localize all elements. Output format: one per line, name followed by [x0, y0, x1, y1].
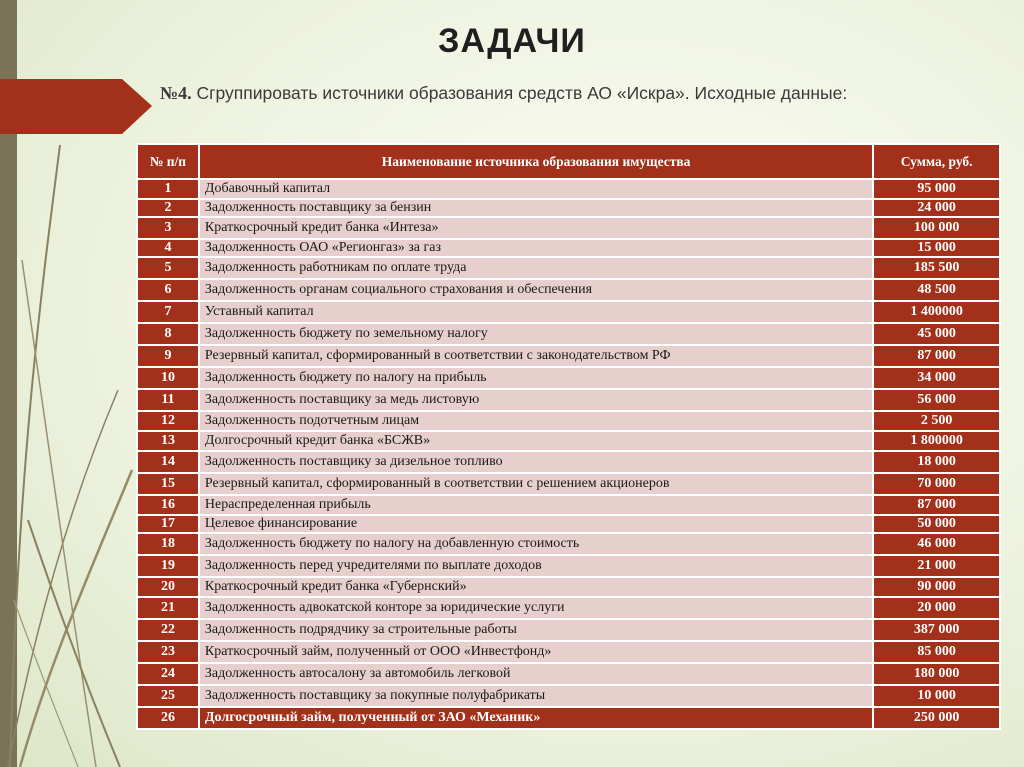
- row-name: Задолженность адвокатской конторе за юридические услуги: [199, 597, 873, 619]
- row-name: Резервный капитал, сформированный в соответствии с решением акционеров: [199, 473, 873, 495]
- row-number: 2: [137, 199, 199, 217]
- row-name: Задолженность поставщику за дизельное топливо: [199, 451, 873, 473]
- row-name: Задолженность бюджету по налогу на прибыль: [199, 367, 873, 389]
- table-row: [137, 217, 1000, 239]
- row-sum: 1 400000: [873, 301, 1000, 323]
- row-name: Задолженность перед учредителями по выплате доходов: [199, 555, 873, 577]
- table-row: [137, 367, 1000, 389]
- row-name: Добавочный капитал: [199, 179, 873, 199]
- row-number: 22: [137, 619, 199, 641]
- row-sum: 185 500: [873, 257, 1000, 279]
- row-number: 21: [137, 597, 199, 619]
- row-sum: 45 000: [873, 323, 1000, 345]
- row-sum: 46 000: [873, 533, 1000, 555]
- task-description: [160, 82, 940, 104]
- table-row: [137, 707, 1000, 729]
- row-sum: 180 000: [873, 663, 1000, 685]
- table-row: [137, 199, 1000, 217]
- task-number: №4.: [160, 83, 192, 103]
- row-number: 3: [137, 217, 199, 239]
- table-row: [137, 451, 1000, 473]
- row-sum: 18 000: [873, 451, 1000, 473]
- table-row: [137, 577, 1000, 597]
- row-name: Нераспределенная прибыль: [199, 495, 873, 515]
- row-name: Задолженность бюджету по земельному налогу: [199, 323, 873, 345]
- table-row: [137, 685, 1000, 707]
- row-name: Уставный капитал: [199, 301, 873, 323]
- row-sum: 250 000: [873, 707, 1000, 729]
- row-sum: 85 000: [873, 641, 1000, 663]
- row-number: 18: [137, 533, 199, 555]
- row-name: Долгосрочный займ, полученный от ЗАО «Механик»: [199, 707, 873, 729]
- row-number: 1: [137, 179, 199, 199]
- header-sum: Сумма, руб.: [873, 144, 1000, 179]
- row-name: Задолженность подотчетным лицам: [199, 411, 873, 431]
- row-number: 6: [137, 279, 199, 301]
- row-sum: 24 000: [873, 199, 1000, 217]
- row-name: Задолженность органам социального страхования и обеспечения: [199, 279, 873, 301]
- table-row: [137, 257, 1000, 279]
- row-number: 13: [137, 431, 199, 451]
- table-row: [137, 641, 1000, 663]
- table-row: [137, 515, 1000, 533]
- row-name: Задолженность бюджету по налогу на добавленную стоимость: [199, 533, 873, 555]
- table-row: [137, 411, 1000, 431]
- row-sum: 48 500: [873, 279, 1000, 301]
- task-text: Сгруппировать источники образования средств АО «Искра». Исходные данные:: [191, 83, 848, 103]
- table-row: [137, 555, 1000, 577]
- page-title: ЗАДАЧИ: [438, 22, 586, 60]
- row-name: Задолженность поставщику за покупные полуфабрикаты: [199, 685, 873, 707]
- row-sum: 70 000: [873, 473, 1000, 495]
- row-sum: 87 000: [873, 495, 1000, 515]
- row-sum: 1 800000: [873, 431, 1000, 451]
- row-number: 7: [137, 301, 199, 323]
- row-number: 11: [137, 389, 199, 411]
- row-name: Долгосрочный кредит банка «БСЖВ»: [199, 431, 873, 451]
- row-name: Краткосрочный кредит банка «Губернский»: [199, 577, 873, 597]
- row-number: 15: [137, 473, 199, 495]
- row-name: Резервный капитал, сформированный в соответствии с законодательством РФ: [199, 345, 873, 367]
- row-number: 8: [137, 323, 199, 345]
- row-sum: 20 000: [873, 597, 1000, 619]
- header-name: Наименование источника образования имущества: [199, 144, 873, 179]
- row-sum: 21 000: [873, 555, 1000, 577]
- row-sum: 387 000: [873, 619, 1000, 641]
- row-number: 10: [137, 367, 199, 389]
- row-number: 26: [137, 707, 199, 729]
- row-number: 5: [137, 257, 199, 279]
- row-name: Задолженность ОАО «Регионгаз» за газ: [199, 239, 873, 257]
- row-number: 9: [137, 345, 199, 367]
- row-number: 17: [137, 515, 199, 533]
- row-name: Задолженность автосалону за автомобиль легковой: [199, 663, 873, 685]
- row-name: Краткосрочный займ, полученный от ООО «Инвестфонд»: [199, 641, 873, 663]
- table-row: [137, 179, 1000, 199]
- row-sum: 10 000: [873, 685, 1000, 707]
- row-number: 4: [137, 239, 199, 257]
- row-number: 19: [137, 555, 199, 577]
- row-number: 16: [137, 495, 199, 515]
- row-number: 24: [137, 663, 199, 685]
- row-name: Задолженность поставщику за бензин: [199, 199, 873, 217]
- table-row: [137, 345, 1000, 367]
- row-sum: 87 000: [873, 345, 1000, 367]
- row-sum: 15 000: [873, 239, 1000, 257]
- table-row: [137, 663, 1000, 685]
- row-name: Краткосрочный кредит банка «Интеза»: [199, 217, 873, 239]
- table-row: [137, 389, 1000, 411]
- row-sum: 2 500: [873, 411, 1000, 431]
- row-sum: 90 000: [873, 577, 1000, 597]
- table-header-row: [137, 144, 1000, 179]
- sources-table: [136, 143, 1001, 730]
- table-row: [137, 239, 1000, 257]
- row-sum: 56 000: [873, 389, 1000, 411]
- table-row: [137, 323, 1000, 345]
- table-row: [137, 301, 1000, 323]
- row-sum: 34 000: [873, 367, 1000, 389]
- table-row: [137, 533, 1000, 555]
- table-row: [137, 619, 1000, 641]
- table-row: [137, 431, 1000, 451]
- row-name: Задолженность подрядчику за строительные работы: [199, 619, 873, 641]
- row-sum: 100 000: [873, 217, 1000, 239]
- table-row: [137, 279, 1000, 301]
- row-name: Целевое финансирование: [199, 515, 873, 533]
- row-name: Задолженность поставщику за медь листовую: [199, 389, 873, 411]
- row-number: 23: [137, 641, 199, 663]
- row-sum: 95 000: [873, 179, 1000, 199]
- table-row: [137, 495, 1000, 515]
- row-number: 20: [137, 577, 199, 597]
- row-name: Задолженность работникам по оплате труда: [199, 257, 873, 279]
- table-row: [137, 473, 1000, 495]
- table-row: [137, 597, 1000, 619]
- header-number: № п/п: [137, 144, 199, 179]
- row-number: 14: [137, 451, 199, 473]
- row-sum: 50 000: [873, 515, 1000, 533]
- row-number: 12: [137, 411, 199, 431]
- row-number: 25: [137, 685, 199, 707]
